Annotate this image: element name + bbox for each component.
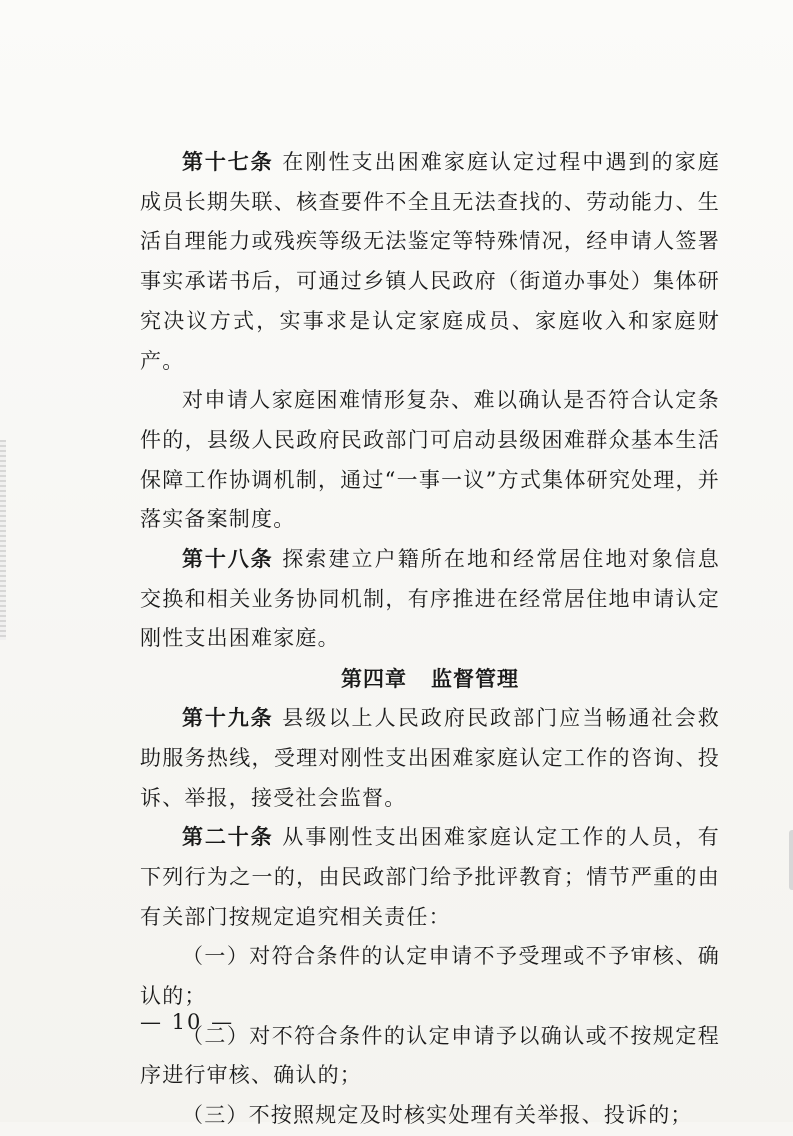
article-19 bbox=[140, 699, 720, 818]
document-body bbox=[140, 143, 720, 1136]
chapter-number: 第四章 bbox=[341, 667, 407, 692]
chapter-heading bbox=[140, 659, 720, 699]
article-20 bbox=[140, 818, 720, 937]
article-18 bbox=[140, 540, 720, 659]
article-17-title: 第十七条 bbox=[182, 150, 274, 174]
article-17 bbox=[140, 143, 720, 381]
article-17-text: 在刚性支出困难家庭认定过程中遇到的家庭成员长期失联、核查要件不全且无法查找的、劳动能力、生活自理能力或残疾等级无法鉴定等特殊情况，经申请人签署事实承诺书后，可通过乡镇人民政府（街道办事处）集体研究决议方式，实事求是认定家庭成员、家庭收入和家庭财产。 bbox=[140, 150, 720, 373]
article-18-text: 探索建立户籍所在地和经常居住地对象信息交换和相关业务协同机制，有序推进在经常居住地申请认定刚性支出困难家庭。 bbox=[140, 547, 720, 651]
article-20-title: 第二十条 bbox=[182, 825, 274, 850]
article-19-title: 第十九条 bbox=[182, 706, 274, 731]
list-item: （二）对不符合条件的认定申请予以确认或不按规定程序进行审核、确认的； bbox=[140, 1023, 720, 1088]
chapter-title: 监督管理 bbox=[431, 667, 519, 692]
scan-binding-edge bbox=[0, 440, 6, 640]
article-19-text: 县级以上人民政府民政部门应当畅通社会救助服务热线，受理对刚性支出困难家庭认定工作的咨询、投诉、举报，接受社会监督。 bbox=[140, 706, 720, 810]
page-number: — 10 — bbox=[140, 1010, 235, 1034]
list-item: （一）对符合条件的认定申请不予受理或不予审核、确认的； bbox=[140, 944, 720, 1009]
list-item: （三）不按照规定及时核实处理有关举报、投诉的； bbox=[182, 1103, 693, 1128]
scan-edge-mark bbox=[789, 830, 793, 890]
article-17-paragraph-2: 对申请人家庭困难情形复杂、难以确认是否符合认定条件的，县级人民政府民政部门可启动县级困难群众基本生活保障工作协调机制，通过“一事一议”方式集体研究处理，并落实备案制度。 bbox=[140, 388, 720, 532]
article-18-title: 第十八条 bbox=[182, 547, 274, 572]
article-20-text: 从事刚性支出困难家庭认定工作的人员，有下列行为之一的，由民政部门给予批评教育；情节严重的由有关部门按规定追究相关责任： bbox=[140, 825, 720, 929]
